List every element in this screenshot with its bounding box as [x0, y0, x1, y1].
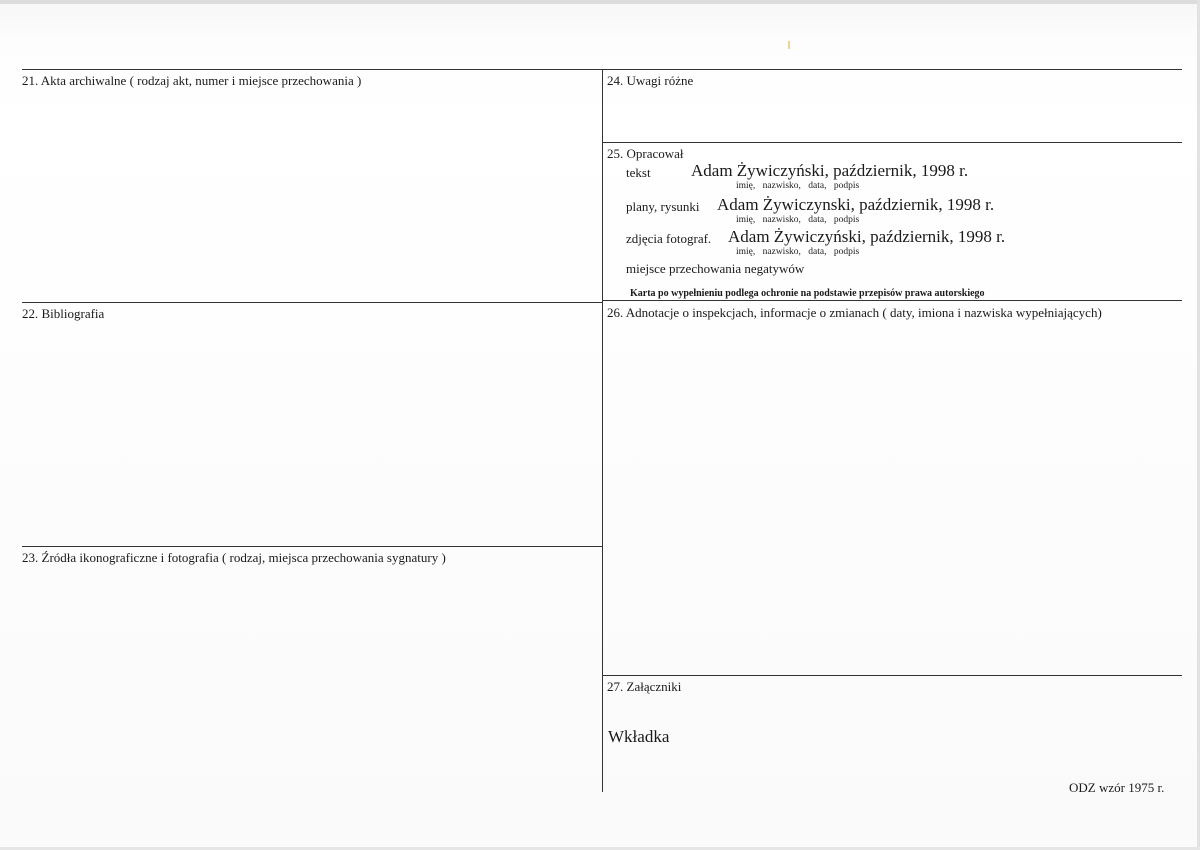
plans-author-value: Adam Żywiczynski, październik, 1998 r.: [717, 195, 995, 214]
section-25-title: 25. Opracował: [607, 146, 684, 161]
paper-speck: [788, 41, 790, 49]
center-divider: [602, 69, 603, 792]
form-footer: ODZ wzór 1975 r.: [1069, 780, 1165, 795]
right-rule-25-26: [602, 300, 1182, 301]
photos-author-value: Adam Żywiczyński, październik, 1998 r.: [728, 227, 1006, 246]
section-26-title: 26. Adnotacje o inspekcjach, informacje o zmianach ( daty, imiona i nazwiska wypełniających): [607, 305, 1102, 320]
section-23-title: 23. Źródła ikonograficzne i fotografia ( rodzaj, miejsca przechowania sygnatury ): [22, 550, 446, 565]
attachments-value: Wkładka: [608, 727, 670, 746]
plans-author-label: plany, rysunki: [626, 199, 700, 214]
scan-edge-top: [0, 0, 1200, 4]
photos-author-label: zdjęcia fotograf.: [626, 231, 712, 246]
text-author-value: Adam Żywiczyński, październik, 1998 r.: [691, 161, 969, 180]
copyright-note: Karta po wypełnieniu podlega ochronie na podstawie przepisów prawa autorskiego: [630, 288, 985, 299]
right-rule-26-27: [602, 675, 1182, 676]
section-24-title: 24. Uwagi różne: [607, 73, 694, 88]
section-22-title: 22. Bibliografia: [22, 306, 105, 321]
right-rule-24-25: [602, 142, 1182, 143]
section-27-title: 27. Załączniki: [607, 679, 682, 694]
section-21-title: 21. Akta archiwalne ( rodzaj akt, numer i miejsce przechowania ): [22, 73, 362, 88]
text-author-label: tekst: [626, 165, 651, 180]
left-rule-21-22: [22, 302, 602, 303]
left-rule-22-23: [22, 546, 602, 547]
plans-author-caption: imię, nazwisko, data, podpis: [736, 215, 860, 225]
text-author-caption: imię, nazwisko, data, podpis: [736, 181, 860, 191]
negatives-location-label: miejsce przechowania negatywów: [626, 261, 805, 276]
photos-author-caption: imię, nazwisko, data, podpis: [736, 247, 860, 257]
